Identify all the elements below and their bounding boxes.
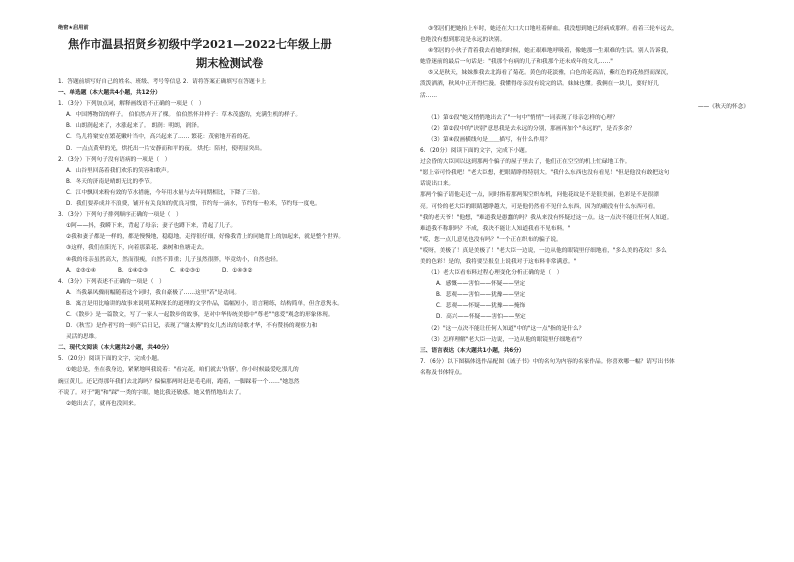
q6-option-c: C．悲观——怀疑——犹豫——掩饰 <box>436 303 526 310</box>
q3-option-b: B．①④②③ <box>118 267 148 274</box>
q6-stem: 6．（20分）阅读下面的文字，完成下小题。 <box>420 148 531 155</box>
right-column <box>420 24 755 379</box>
q5-paragraph-1: ①她总是，坐在我身边，紧紧地叫我说着："看完花，咱们就去'仿膳'，你小时候最爱吃那儿的 <box>66 367 299 374</box>
q5-sub-1: （1）第①段"她又悄悄地出去了"一句中"悄悄"一词表现了母亲怎样的心理？ <box>428 114 618 121</box>
q4-option-d: D．《秋雪》是作者写的一则产后日记，表现了"谢太傅"的女儿杰出的诗歌才华，不有赞扬的观察力和 <box>66 323 318 330</box>
left-column <box>58 24 396 410</box>
q6-option-d: D．高兴——怀疑——害怕——坚定 <box>436 314 526 321</box>
q4-option-c: C．《散步》是一篇散文，写了一家人一起散步的故事，是对中华传统美德中"尊老""慈爱"观念的形象体现。 <box>66 311 334 318</box>
q3-option-a: A．②③①④ <box>66 267 96 274</box>
q3-options <box>58 266 396 277</box>
q6-passage-5-cont: 美的色彩！是的，我将要呈报皇上说我对于这布料非常满意。" <box>420 258 577 265</box>
q3-sentence-4: ④我的母亲虽然高大，然而很瘦，自然不算重；儿子虽然很胖，毕竟幼小，自然也轻。 <box>66 256 282 263</box>
passage-paragraph-4-cont: 她昏迷前的最后一句话是："我那个有病的儿子和我那个还未成年的女儿……" <box>420 59 613 66</box>
q4-stem: 4．（3分）下列表述不正确的一项是（ ） <box>58 278 165 285</box>
q3-sentence-1: ①阿——抖，我瞬下来，背起了母亲；妻子也蹲下来，背起了儿子。 <box>66 223 237 230</box>
q6-passage-3-cont: 难道我不称职吗？不成，我决不能让人知道我看不见布料。" <box>420 225 571 232</box>
q6-passage-1: 过会昏的大臣回以这到那两个骗子的屋子里去了，他们正在空空的机上忙碌地工作。 <box>420 159 631 166</box>
q2-option-d: D．我们要养成并不浪费，铺开有关良知的优良习惯，节约每一滴水，节约每一粒米，节约每一度电。 <box>66 201 321 208</box>
passage-paragraph-5-cont2: 活…… <box>420 92 438 99</box>
passage-paragraph-3-cont: 也绝没有想到那竟是永远的诀别。 <box>420 37 506 44</box>
q5-sub-2: （2）第②段中的"诀别"意思我是去永远的分别，那画再加个"永远的"，是否多余？ <box>428 125 635 132</box>
q3-option-c: C．④②③① <box>170 267 201 274</box>
passage-paragraph-5-cont: 泼泼洒洒，秋风中正开得烂漫。我懂得母亲没有说完的话。妹妹也懂。我俩在一块儿，要好好儿 <box>420 81 659 88</box>
passage-paragraph-3: ③邻居们把她抬上车时，她还在大口大口地吐着鲜血。我没想到她已经病成那样。看着三轮车远去， <box>428 26 678 32</box>
q3-option-d: D．①④③② <box>222 267 253 274</box>
q5-sub-3: （3）第④段画横线句是＿＿描写，有什么作用？ <box>428 136 551 143</box>
instructions: 1．答题前填写好自己的姓名、班级、考号等信息 2．请将答案正确填写在答题卡上 <box>58 79 267 85</box>
q1-option-c: C．鸟儿将窠安在繁花嫩叶当中，高兴起来了…… 繁花：茂密地开着的花。 <box>66 134 254 141</box>
q2-option-c: C．江中飘回来粉有效的节水措施，今年用水量与去年同期相比，下降了三倍。 <box>66 189 264 196</box>
section1-header: 一、单选题（本大题共4小题，共12分） <box>58 90 161 97</box>
section2-header: 二、现代文阅读（本大题共2小题，共40分） <box>58 345 173 352</box>
q1-option-a: A．中国博物馆的样子。 伯伯然卉开了棵。 伯伯然怀并样子：草木茂盛的，充满生机的样子。 <box>66 112 302 119</box>
q4-option-a: A．当我暴风骤雨幅随着这个词时，我自豪极了……这里"若"是动词。 <box>66 289 241 296</box>
q1-option-d: D．一点点黄晕的光，烘托出一片安静而和平的夜。 烘托：陪衬，使明显突出。 <box>66 145 266 152</box>
q1-stem: 1．（3分）下列加点词，解释画线语不正确的一项是（ ） <box>58 101 205 108</box>
q6-option-b: B．悲观——害怕——犹豫——坚定 <box>436 292 526 299</box>
q4-option-b: B．寓言是用比喻讲的故事来说明某种深长的道理的文学作品，篇幅短小，语言精练，结构简单，但含意隽永。 <box>66 300 343 307</box>
passage-paragraph-5: ⑤又是秋天，妹妹推我去北海看了菊花。黄色的花淡雅，白色的花高洁，紫红色的花热烈而深沉， <box>428 70 672 77</box>
q6-sub-3: （3）怎样理解"老大臣一边说，一边从他的眼镜里仔细地看"？ <box>428 336 585 343</box>
q6-passage-1-cont: "愿上帝可怜我吧！"老大臣想，把眼睛睁得特别大。"我什么东西也没有看见！"但是他没有敢把这句 <box>420 170 670 177</box>
q6-sub-2: （2）"这一点决不能让任何人知道"中的"这一点"指的是什么？ <box>428 325 585 332</box>
q3-sentence-2: ②我和妻子都是一样的，都是慢慢地，稳稳地，走得很仔细，好像我背上的同她背上的加起来，就是整个世界。 <box>66 234 345 241</box>
q7-stem: 7．（6分）以下图稿体选作品配图《诫子书》中的名句为内容的名家作品。你喜欢哪一幅？请写出书体 <box>420 358 675 365</box>
q5-paragraph-1-cont2: 不说了。对于"跑"和"踩"一类的字眼，她比我还敏感。她又悄悄地出去了。 <box>58 389 245 396</box>
exam-title-line2: 期末检测试卷 <box>196 56 264 70</box>
q2-option-a: A．山谷里回荡着我们欢乐的笑容和歌声。 <box>66 167 173 174</box>
passage-paragraph-4: ④邻居的小伙子背着我去看她的时候，她正艰难地呼吸着，像她那一生艰难的生活。别人告诉我， <box>428 48 672 55</box>
q3-stem: 3．（3分）下列句子排列顺序正确的一项是（ ） <box>58 212 182 219</box>
q7-stem-cont: 名称及书体特点。 <box>420 369 466 376</box>
q6-passage-5: "哎呀，美极了！真是美极了！"老大臣一边说，一边从他的眼镜里仔细地看，"多么美的花纹！多么 <box>420 247 667 254</box>
q3-sentence-3: ③这样，我们在阳光下，向着那菜花、桑树和鱼塘走去。 <box>66 245 208 252</box>
q6-passage-4: "哎，您一点儿意见也没有吗？"一个正在织布的骗子说。 <box>420 236 562 243</box>
q5-paragraph-2: ②她出去了，就再也没回来。 <box>66 400 140 407</box>
q6-option-a: A．感慨——害怕——怀疑——坚定 <box>436 281 526 288</box>
q1-option-b: B．山朗润起来了，水涨起来了。 朗润：明朗，润泽。 <box>66 123 203 130</box>
q2-stem: 2．（3分）下列句子没有语病的一项是（ ） <box>58 156 171 163</box>
q2-option-b: B．冬天的济南是晴朗无比的季节。 <box>66 178 156 185</box>
section3-header: 三、语言表达（本大题共1小题，共6分） <box>420 347 525 354</box>
secret-label: 绝密★启用前 <box>58 25 89 31</box>
q6-passage-2-cont: 亮。可怜的老大臣的眼睛越睁越大，可是他仍然看不见什么东西，因为的确没有什么东西可看。 <box>420 203 659 210</box>
exam-title-line1: 焦作市温县招贤乡初级中学2021—2022七年级上册 <box>68 37 332 51</box>
q6-passage-2: 那两个骗子请他走近一点，同时指着那两架空织布机，问他花纹是不是很美丽，色彩是不是很漂 <box>420 192 659 199</box>
passage-source: ——《秋天的怀念》 <box>697 103 749 110</box>
q5-stem: 5．（20分）阅读下面的文字，完成小题。 <box>58 356 163 363</box>
q6-passage-1-cont2: 话说出口来。 <box>420 181 455 188</box>
q6-sub-1: （1）老大臣看布料过程心理变化分析正确的是（ ） <box>428 270 563 277</box>
q4-option-d-cont: 灵活的思维。 <box>66 334 101 341</box>
q5-paragraph-1-cont: 豌豆黄儿。还记得那年我们去北海吗？偏偏那两时赶是毛毛雨，跑着，一脚踩着一个……"她忽然 <box>58 378 300 385</box>
q6-passage-3: "我的老天爷！"他想，"难道我是愚蠢的吗？我从来没有怀疑过这一点。这一点决不能让任何人知道。 <box>420 214 673 221</box>
